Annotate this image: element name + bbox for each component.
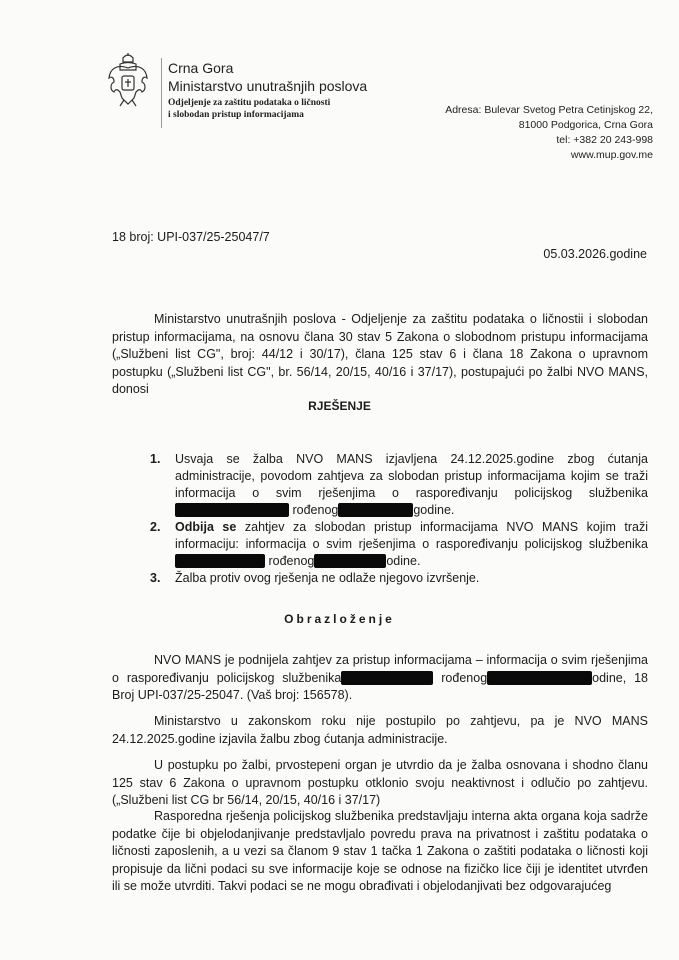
- department-name: Odjeljenje za zaštitu podataka o ličnosti i slobodan pristup informacijama: [168, 98, 331, 120]
- address-line-2: 81000 Podgorica, Crna Gora: [518, 119, 653, 131]
- redacted-birthdate: [338, 503, 413, 517]
- reasoning-paragraph-3: U postupku po žalbi, prvostepeni organ je utvrdio da je žalba osnovana i shodno članu 125 stav 6 Zakona o upravnom postupku otklonio svoju neaktivnost i odlučio po zahtjevu. („Službeni list CG br 56/14, 20/15, 40/16 i 37/17): [112, 758, 648, 807]
- redacted-birthdate: [314, 554, 386, 568]
- decision-item-3: 3. Žalba protiv ovog rješenja ne odlaže njegovo izvršenje.: [150, 571, 480, 585]
- preamble: Ministarstvo unutrašnjih poslova - Odjeljenje za zaštitu podataka o ličnostii i slobodan pristup informacijama, na osnovu člana 30 stav 5 Zakona o slobodnom pristupu informacijama („Službeni list CG", broj: 44/12 i 30/17), člana 125 stav 6 i člana 18 Zakona o upravnom postupku („Službeni list CG", br. 56/14, 20/15, 40/16 i 37/17), postupajući po žalbi NVO MANS, donosi: [112, 312, 648, 396]
- decision-item-1: 1. Usvaja se žalba NVO MANS izjavljena 24.12.2025.godine zbog ćutanja administracije, povodom zahtjeva za slobodan pristup informacijama kojim se traži informacija o svim rješenjima o raspoređivanju policijskog službenika rođenog godine.: [150, 452, 648, 517]
- ministry-name: Ministarstvo unutrašnjih poslova: [168, 78, 368, 94]
- reasoning-paragraph-4: Rasporedna rješenja policijskog službenika predstavljaju interna akta organa koja sadrže podatke čije bi objelodanjivanje predstavljalo povredu prava na privatnost i zaštitu podataka o ličnosti zaposlenih, a u vezi sa članom 9 stav 1 tačka 1 Zakona o zaštiti podataka o ličnosti koji propisuje da lični podaci su sve informacije koje se odnose na fizičko lice čiji je identitet utvrđen ili se može utvrditi. Takvi podaci se ne mogu obrađivati i objelodanjivati bez odgovarajućeg: [112, 809, 648, 893]
- reasoning-paragraph-2: Ministarstvo u zakonskom roku nije postupilo po zahtjevu, pa je NVO MANS 24.12.2025.godine izjavila žalbu zbog ćutanja administracije.: [112, 714, 648, 746]
- country-name: Crna Gora: [168, 60, 234, 76]
- reference-number: 18 broj: UPI-037/25-25047/7: [112, 230, 270, 244]
- montenegro-coat-of-arms-icon: [106, 52, 150, 108]
- reasoning-title: Obrazloženje: [284, 612, 395, 626]
- phone: tel: +382 20 243-998: [556, 134, 653, 146]
- redacted-birthdate: [487, 671, 592, 685]
- contact-block: [445, 103, 653, 163]
- issuer-block: [168, 60, 367, 121]
- decision-list: [150, 451, 648, 587]
- redacted-name: [341, 671, 433, 685]
- reasoning-paragraph-1: NVO MANS je podnijela zahtjev za pristup informacijama – informacija o svim rješenjima o raspoređivanju policijskog službenika rođenog odine, 18 Broj UPI-037/25-25047. (Vaš broj: 156578).: [112, 653, 648, 702]
- header-divider: [161, 58, 162, 128]
- decision-title: RJEŠENJE: [308, 399, 371, 413]
- address-line-1: Adresa: Bulevar Svetog Petra Cetinjskog 22,: [445, 104, 653, 116]
- website: www.mup.gov.me: [570, 149, 653, 161]
- document-date: 05.03.2026.godine: [543, 247, 647, 261]
- redacted-name: [175, 503, 289, 517]
- decision-item-2: 2. Odbija se zahtjev za slobodan pristup informacijama NVO MANS kojim traži informaciju: informacija o svim rješenjima o raspoređivanju policijskog službenika rođenog odine.: [150, 520, 648, 568]
- redacted-name: [175, 554, 265, 568]
